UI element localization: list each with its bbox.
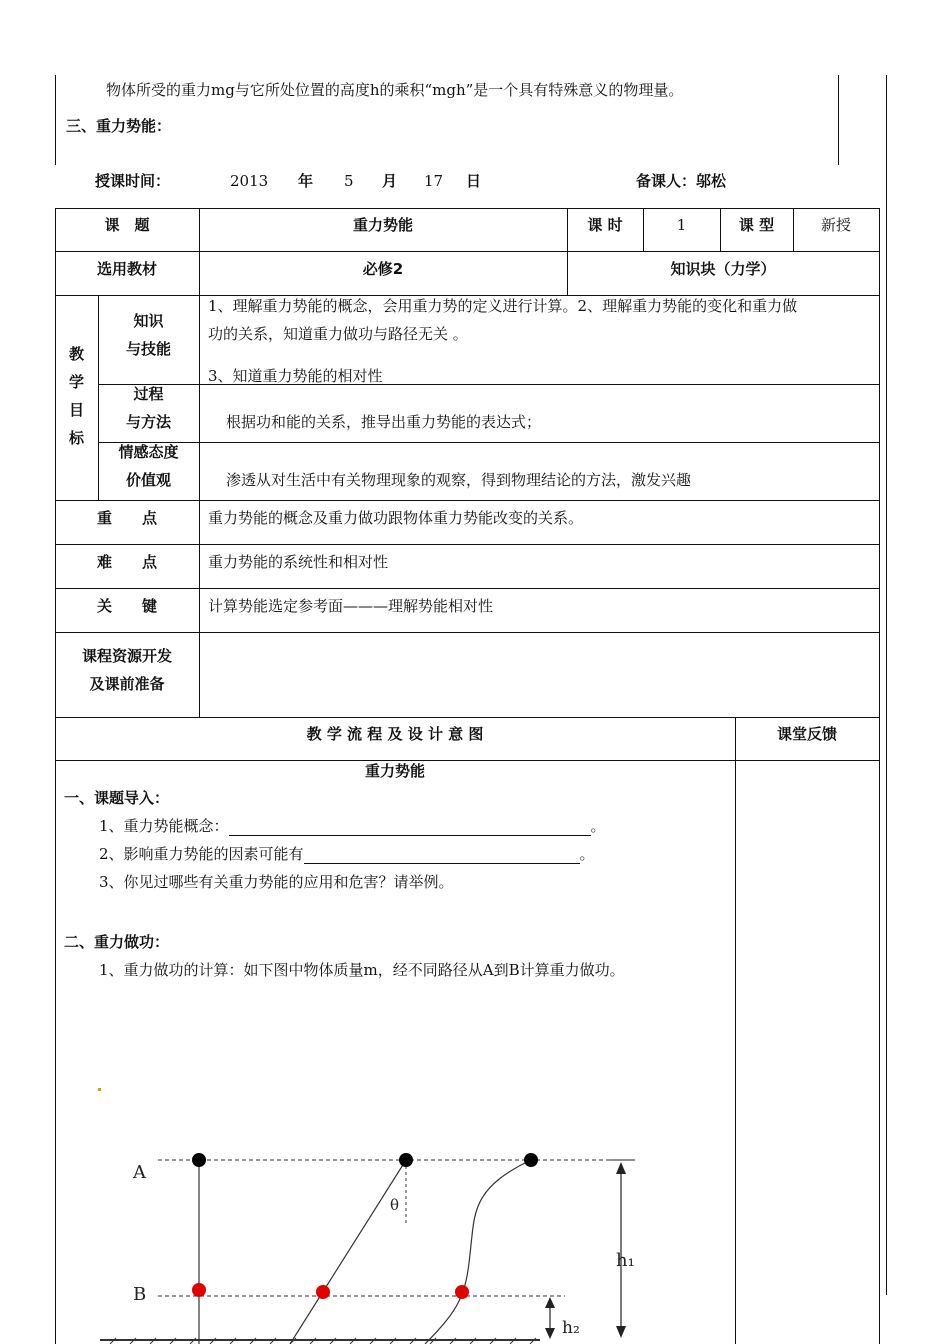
answer-blank-1[interactable] <box>229 820 591 836</box>
period-value: 1 <box>676 216 687 234</box>
intro-sentence: 物体所受的重力mg与它所处位置的高度h的乘积“mgh”是一个具有特殊意义的物理量。 <box>106 81 684 99</box>
label-a: A <box>133 1162 146 1183</box>
top-inner-right-border <box>838 75 839 165</box>
type-label: 课 型 <box>738 216 775 234</box>
difficulty-label: 难 点 <box>96 553 157 571</box>
goal-knowledge-line-2: 功的关系，知道重力做功与路径无关 。 <box>208 325 468 343</box>
date-label: 授课时间： <box>95 172 171 190</box>
top-ball-3 <box>524 1153 538 1167</box>
section-2-heading: 二、重力做功： <box>64 933 170 951</box>
label-h2: h₂ <box>562 1318 580 1338</box>
date-day-unit: 日 <box>466 172 482 190</box>
top-ball-1 <box>192 1153 206 1167</box>
question-2 <box>99 844 595 864</box>
goal-knowledge-line-1: 1、理解重力势能的概念，会用重力势的定义进行计算。2、理解重力势能的变化和重力做 <box>208 297 798 315</box>
label-h1: h₁ <box>616 1250 635 1271</box>
h2-arrowhead-top <box>545 1297 555 1308</box>
date-year: 2013 <box>230 172 269 190</box>
section-1-heading: 一、课题导入： <box>64 789 170 807</box>
preparer: 备课人：邬松 <box>636 172 727 190</box>
curved-path <box>425 1160 531 1344</box>
feedback-header: 课堂反馈 <box>776 725 837 743</box>
decorative-mark <box>98 1088 101 1091</box>
answer-blank-2[interactable] <box>304 848 580 864</box>
period-label: 课 时 <box>587 216 623 234</box>
type-value: 新授 <box>820 216 851 234</box>
top-left-border <box>55 75 56 165</box>
goals-label: 教学目标 <box>69 345 85 447</box>
question-1 <box>99 816 606 836</box>
label-b: B <box>133 1284 147 1305</box>
goal-knowledge-label-1: 知识 <box>133 312 164 330</box>
h2-arrowhead-bottom <box>545 1328 555 1339</box>
goal-knowledge-label-2: 与技能 <box>125 340 171 358</box>
date-month-unit: 月 <box>382 172 398 190</box>
textbook-value: 必修2 <box>362 260 404 278</box>
resources-label-2: 及课前准备 <box>89 675 165 693</box>
key-label: 重 点 <box>96 509 157 527</box>
textbook-label: 选用教材 <box>96 260 157 278</box>
question-3: 3、你见过哪些有关重力势能的应用和危害？请举例。 <box>99 873 454 891</box>
goal-knowledge-line-3: 3、知道重力势能的相对性 <box>208 367 383 385</box>
knowledge-block: 知识块（力学） <box>670 260 776 278</box>
question-2-suffix: 。 <box>579 845 595 863</box>
crux-value: 计算势能选定参考面———理解势能相对性 <box>208 597 494 615</box>
bottom-ball-1 <box>192 1283 206 1297</box>
question-2-prefix: 2、影响重力势能的因素可能有 <box>99 845 304 863</box>
gravity-work-paragraph: 1、重力做功的计算：如下图中物体质量m，经不同路径从A到B计算重力做功。 <box>99 961 625 979</box>
bottom-ball-3 <box>455 1285 469 1299</box>
h1-arrowhead-top <box>616 1162 626 1174</box>
goal-process-label-2: 与方法 <box>125 413 171 431</box>
goal-values-line-1: 渗透从对生活中有关物理现象的观察，得到物理结论的方法，激发兴趣 <box>226 471 692 489</box>
h1-arrowhead-bottom <box>616 1326 626 1338</box>
gravity-work-figure <box>100 1144 660 1344</box>
goal-process-line-1: 根据功和能的关系，推导出重力势能的表达式； <box>226 413 542 431</box>
key-value: 重力势能的概念及重力做功跟物体重力势能改变的关系。 <box>208 509 584 527</box>
goal-values-label-1: 情感态度 <box>118 443 179 461</box>
goal-process-label-1: 过程 <box>133 385 164 403</box>
goal-values-label-2: 价值观 <box>125 471 171 489</box>
label-theta: θ <box>390 1196 400 1214</box>
inclined-path <box>290 1160 406 1344</box>
body-title: 重力势能 <box>364 762 425 780</box>
bottom-ball-2 <box>316 1285 330 1299</box>
question-1-prefix: 1、重力势能概念： <box>99 817 229 835</box>
topic-value: 重力势能 <box>352 216 413 234</box>
section-3-heading: 三、重力势能： <box>66 117 172 135</box>
difficulty-value: 重力势能的系统性和相对性 <box>208 553 389 571</box>
page-right-border <box>886 75 887 1295</box>
topic-label: 课 题 <box>104 216 150 234</box>
resources-label-1: 课程资源开发 <box>81 647 172 665</box>
date-year-unit: 年 <box>298 172 314 190</box>
top-ball-2 <box>399 1153 413 1167</box>
flow-header: 教 学 流 程 及 设 计 意 图 <box>306 725 484 743</box>
question-1-suffix: 。 <box>590 817 606 835</box>
date-month: 5 <box>344 172 354 190</box>
crux-label: 关 键 <box>96 597 157 615</box>
date-day: 17 <box>424 172 444 190</box>
